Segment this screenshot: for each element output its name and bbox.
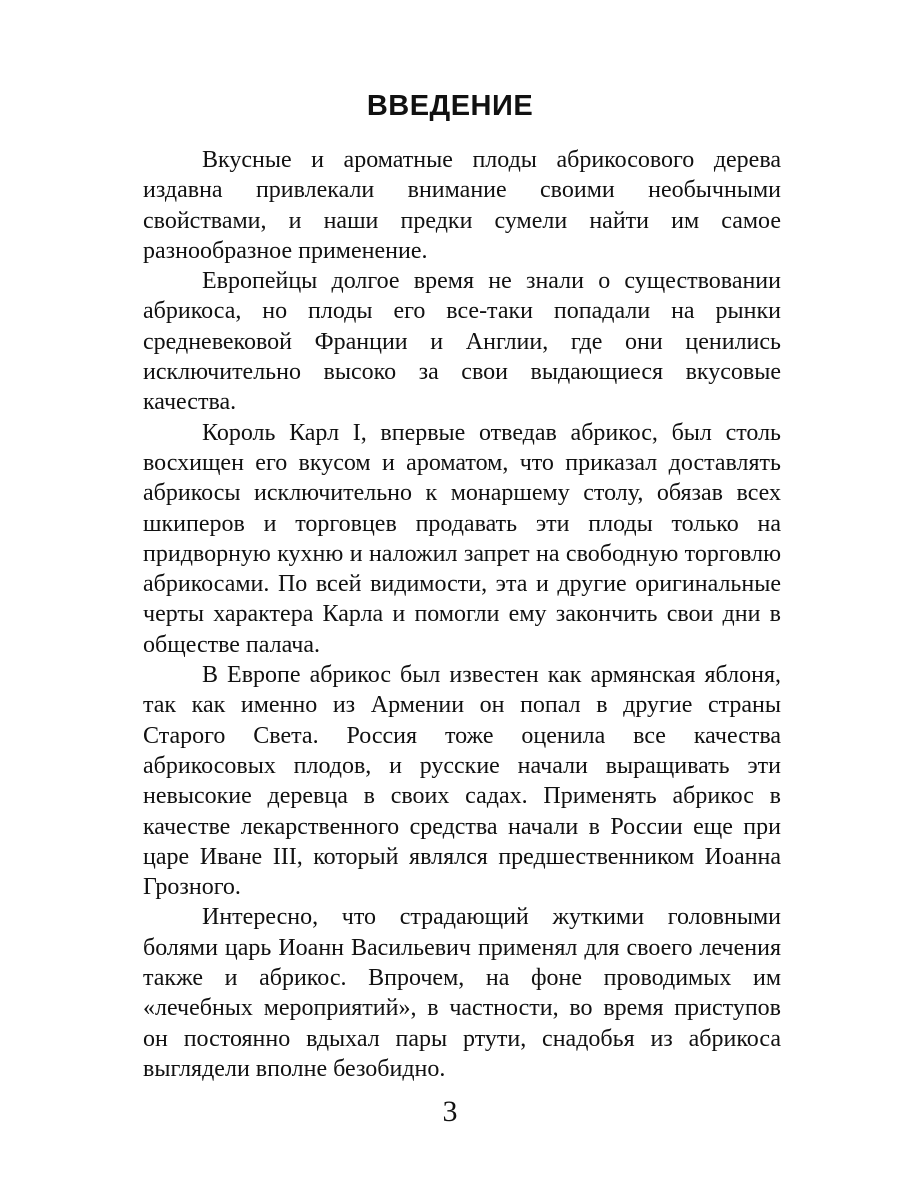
body-text — [143, 145, 781, 1084]
chapter-heading: ВВЕДЕНИЕ — [366, 90, 534, 122]
paragraph: Интересно, что страдающий жуткими головными болями царь Иоанн Васильевич применял для своего лечения также и абрикос. Впрочем, на фоне проводимых им «лечебных мероприятий», в частности, во время приступов он постоянно вдыхал пары ртути, снадобья из абрикоса выглядели вполне безобидно. — [143, 904, 781, 1082]
paragraph: Вкусные и ароматные плоды абрикосового дерева издавна привлекали внимание своими необычными свойствами, и наши предки сумели найти им самое разнообразное применение. — [143, 147, 781, 264]
paragraph: В Европе абрикос был известен как армянская яблоня, так как именно из Армении он попал в другие страны Старого Света. Россия тоже оценила все качества абрикосовых плодов, и русские начали выращивать эти невысокие деревца в своих садах. Применять абрикос в качестве лекарственного средства начали в России еще при царе Иване III, который являлся предшественником Иоанна Грозного. — [143, 662, 781, 901]
page-number: 3 — [442, 1095, 458, 1128]
paragraph: Европейцы долгое время не знали о существовании абрикоса, но плоды его все-таки попадали на рынки средневековой Франции и Англии, где они ценились исключительно высоко за свои выдающиеся вкусовые качества. — [143, 268, 781, 416]
paragraph: Король Карл I, впервые отведав абрикос, был столь восхищен его вкусом и ароматом, что приказал доставлять абрикосы исключительно к монаршему столу, обязав всех шкиперов и торговцев продавать эти плоды только на придворную кухню и наложил запрет на свободную торговлю абрикосами. По всей видимости, эта и другие оригинальные черты характера Карла и помогли ему закончить свои дни в обществе палача. — [143, 419, 781, 658]
